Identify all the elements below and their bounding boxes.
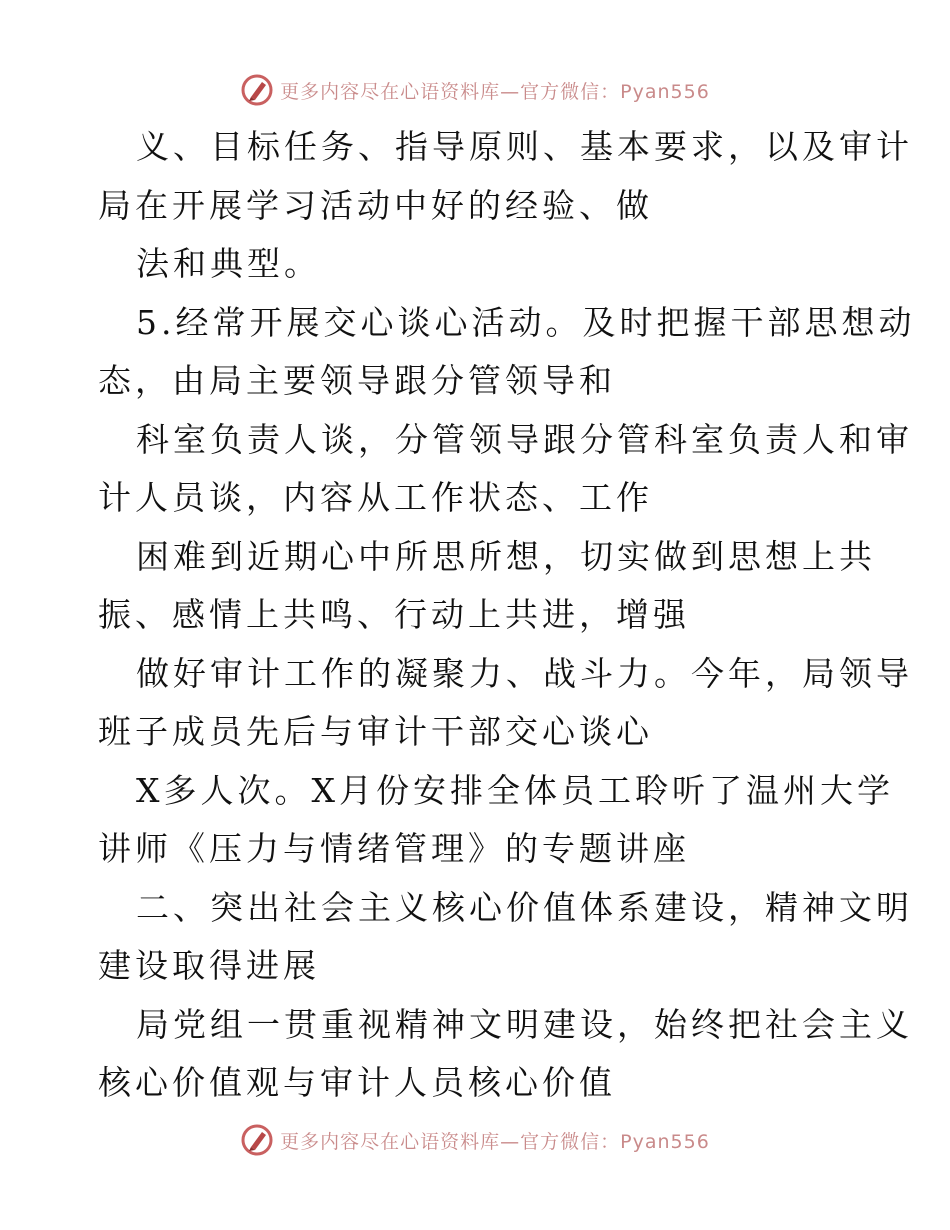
text-line: 讲师《压力与情绪管理》的专题讲座: [98, 829, 690, 868]
header-watermark: [0, 70, 950, 110]
text-line: 困难到近期心中所思所想，切实做到思想上共: [136, 536, 876, 576]
pen-logo-icon: [240, 1123, 274, 1157]
text-line: 科室负责人谈，分管领导跟分管科室负责人和审: [136, 419, 913, 459]
text-line: X多人次。X月份安排全体员工聆听了温州大学: [136, 770, 894, 810]
text-line: 法和典型。: [136, 244, 321, 283]
section-heading: 建设取得进展: [98, 946, 320, 985]
document-body: [98, 118, 916, 1113]
pen-logo-icon: [240, 73, 274, 107]
text-line: 核心价值观与审计人员核心价值: [98, 1063, 616, 1102]
text-line: 计人员谈，内容从工作状态、工作: [98, 478, 653, 517]
text-line: 5.经常开展交心谈心活动。及时把握干部思想动: [136, 302, 916, 342]
watermark-text: 更多内容尽在心语资料库—官方微信：Pyan556: [280, 80, 710, 103]
text-line: 班子成员先后与审计干部交心谈心: [98, 712, 653, 751]
watermark-text: 更多内容尽在心语资料库—官方微信：Pyan556: [280, 1130, 710, 1153]
text-line: 振、感情上共鸣、行动上共进，增强: [98, 595, 690, 634]
text-line: 态，由局主要领导跟分管领导和: [98, 361, 616, 400]
text-line: 义、目标任务、指导原则、基本要求，以及审计: [136, 127, 913, 166]
section-heading: 二、突出社会主义核心价值体系建设，精神文明: [136, 887, 913, 927]
footer-watermark: [0, 1120, 950, 1160]
text-line: 局在开展学习活动中好的经验、做: [98, 185, 653, 225]
text-line: 做好审计工作的凝聚力、战斗力。今年，局领导: [136, 653, 913, 693]
text-line: 局党组一贯重视精神文明建设，始终把社会主义: [136, 1004, 913, 1044]
